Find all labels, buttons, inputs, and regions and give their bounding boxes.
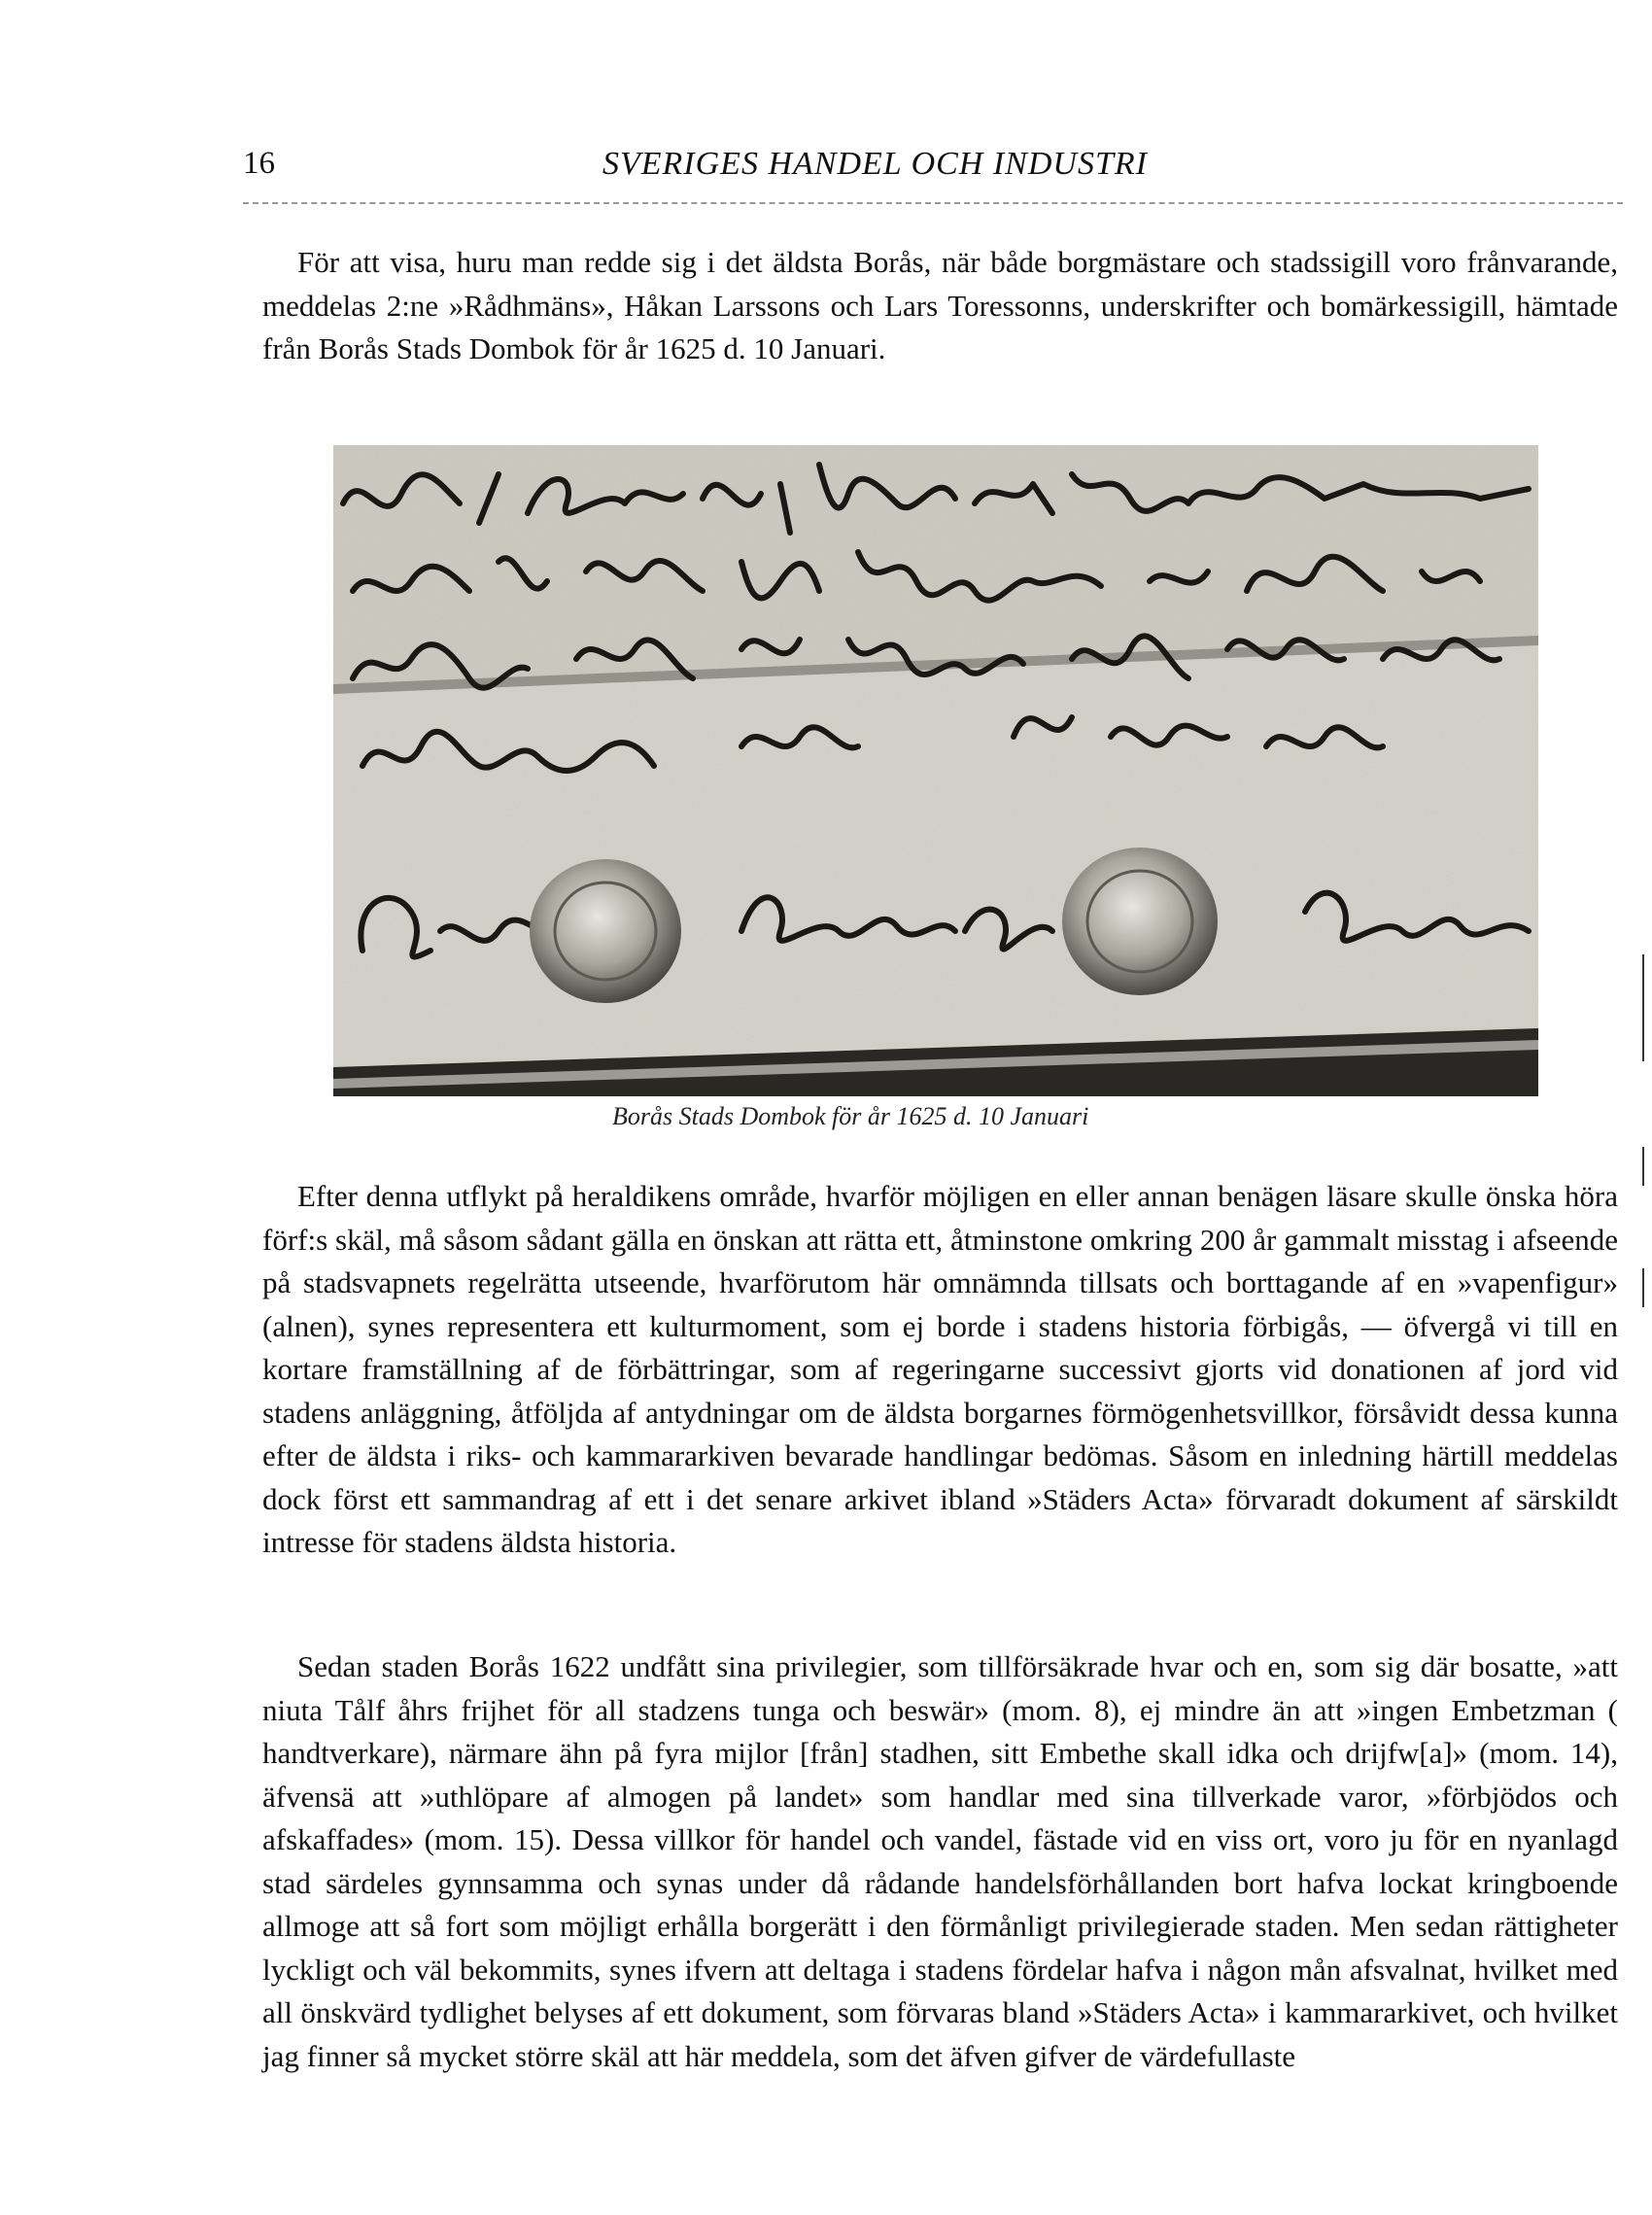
margin-line <box>1642 954 1644 1061</box>
wax-seal-left <box>530 859 681 1003</box>
margin-line <box>1642 1147 1644 1186</box>
paragraph-heraldry: Efter denna utflykt på heraldikens område, hvarför möjligen en eller annan benägen läsare skulle önska höra förf:s skäl, må såsom sådant gälla en önskan att rätta ett, åtminstone omkring 200 år gammalt misstag i afseende på stadsvapnets regelrätta utseende, hvarförutom här omnämnda tillsats och borttagande af en »vapenfigur» (alnen), synes representera ett kulturmoment, som ej borde i stadens historia förbigås, — öfvergå vi till en kortare framställning af de förbättringar, som af regeringarne successivt gjorts vid donationen af jord vid stadens anläggning, åtföljda af antydningar om de äldsta borgarnes förmögenhetsvillkor, försåvidt dessa kunna efter de äldsta i riks- och kammararkiven bevarade handlingar bedömas. Såsom en inledning härtill meddelas dock först ett sammandrag af ett i det senare arkivet ibland »Städers Acta» förvaradt dokument af särskildt intresse för stadens äldsta historia. <box>262 1179 1618 1559</box>
figure-caption: Borås Stads Dombok för år 1625 d. 10 Januari <box>612 1102 1089 1130</box>
page-header <box>243 146 1623 189</box>
page-number: 16 <box>243 146 275 181</box>
manuscript-photo <box>333 445 1538 1096</box>
paragraph-intro: För att visa, huru man redde sig i det äldsta Borås, när både borgmästare och stadssigill voro frånvarande, meddelas 2:ne »Rådhmäns», Håkan Larssons och Lars Toressonns, underskrifter och bomärkessigill, hämtade från Borås Stads Dombok för år 1625 d. 10 Januari. <box>262 245 1618 365</box>
margin-line <box>1642 1268 1644 1307</box>
paragraph-privileges: Sedan staden Borås 1622 undfått sina privilegier, som tillförsäkrade hvar och en, som sig där bosatte, »att niuta Tålf åhrs frijhet för all stadzens tunga och beswär» (mom. 8), ej mindre än att »ingen Embetzman ( handtverkare), närmare ähn på fyra mijlor [från] stadhen, sitt Embethe skall idka och drijfw[a]» (mom. 14), äfvensä att »uthlöpare af almogen på landet» som handlar med sina tillverkade varor, »förbjödos och afskaffades» (mom. 15). Dessa villkor för handel och vandel, fästade vid en viss ort, voro ju för en nyanlagd stad särdeles gynnsamma och synas under då rådande handelsförhållanden bort hafva lockat kringboende allmoge att så fort som möjligt erhålla borgerätt i den förmånligt privilegierade staden. Men sedan rättigheter lyckligt och väl bekommits, synes ifvern att deltaga i stadens fördelar hafva i någon mån afsvalnat, hvilket med all önskvärd tydlighet belyses af ett dokument, som förvaras bland »Städers Acta» i kammararkivet, och hvilket jag finner så mycket större skäl att här meddela, som det äfven gifver de värdefullaste <box>262 1649 1618 2073</box>
running-title: SVERIGES HANDEL OCH INDUSTRI <box>602 146 1148 182</box>
header-rule <box>243 202 1623 204</box>
manuscript-figure <box>333 445 1538 1094</box>
